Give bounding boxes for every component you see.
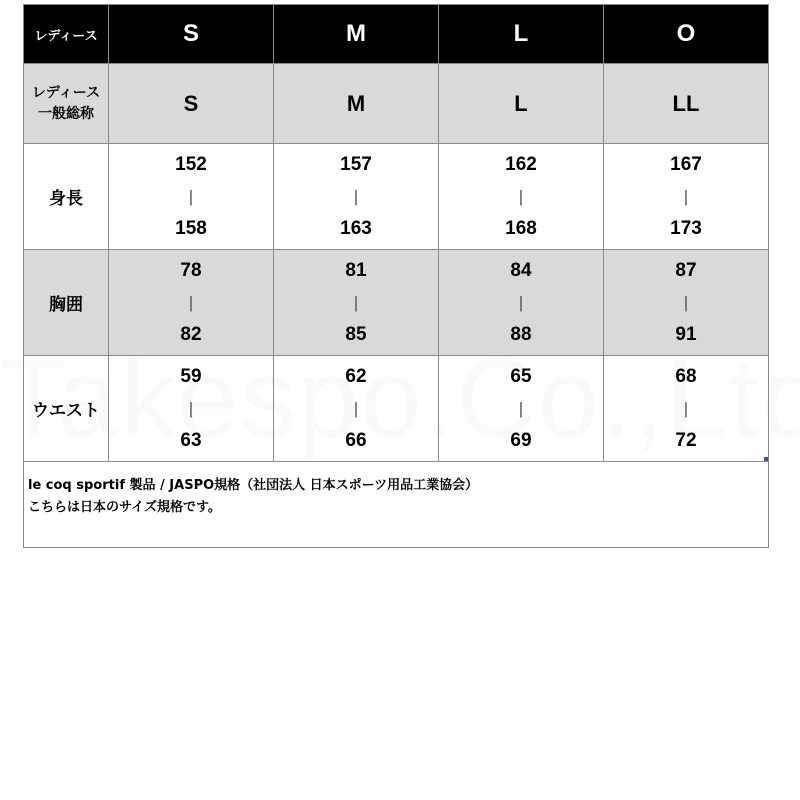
range-min: 157 <box>340 153 372 175</box>
chest-cell-o <box>604 250 769 356</box>
range-separator: | <box>518 186 524 206</box>
range-separator: | <box>353 186 359 206</box>
footer-row <box>24 462 769 548</box>
footer-line2: こちらは日本のサイズ規格です。 <box>28 500 221 515</box>
footer-note <box>24 462 769 548</box>
waist-row <box>24 356 769 462</box>
height-cell-m <box>274 144 439 250</box>
general-label-line2: 一般総称 <box>38 105 94 122</box>
header-size-l: L <box>439 5 604 64</box>
waist-cell-m <box>274 356 439 462</box>
header-size-o: O <box>604 5 769 64</box>
selection-handle <box>764 457 768 461</box>
range-max: 85 <box>345 323 367 345</box>
range-max: 158 <box>175 217 207 239</box>
row-label-height: 身長 <box>24 144 109 250</box>
height-cell-o <box>604 144 769 250</box>
header-row <box>24 5 769 64</box>
range-max: 69 <box>510 429 532 451</box>
range-min: 81 <box>345 259 367 281</box>
row-label-waist: ウエスト <box>24 356 109 462</box>
range-min: 152 <box>175 153 207 175</box>
range-max: 66 <box>345 429 367 451</box>
range-min: 65 <box>510 365 532 387</box>
range-max: 163 <box>340 217 372 239</box>
general-size-l: L <box>439 64 604 144</box>
range-separator: | <box>188 292 194 312</box>
height-cell-l <box>439 144 604 250</box>
range-max: 91 <box>675 323 697 345</box>
chest-cell-m <box>274 250 439 356</box>
header-size-s: S <box>109 5 274 64</box>
range-separator: | <box>353 398 359 418</box>
range-separator: | <box>188 398 194 418</box>
waist-cell-l <box>439 356 604 462</box>
range-separator: | <box>518 292 524 312</box>
range-max: 63 <box>180 429 202 451</box>
range-max: 82 <box>180 323 202 345</box>
general-size-row <box>24 64 769 144</box>
range-min: 84 <box>510 259 532 281</box>
range-separator: | <box>518 398 524 418</box>
general-label-line1: レディース <box>31 84 101 101</box>
range-min: 87 <box>675 259 697 281</box>
range-separator: | <box>683 292 689 312</box>
waist-cell-s <box>109 356 274 462</box>
size-chart-table <box>23 4 769 548</box>
range-min: 59 <box>180 365 202 387</box>
row-label-chest: 胸囲 <box>24 250 109 356</box>
general-size-s: S <box>109 64 274 144</box>
range-separator: | <box>683 186 689 206</box>
chest-cell-s <box>109 250 274 356</box>
header-label: レディース <box>24 5 109 64</box>
general-size-m: M <box>274 64 439 144</box>
range-max: 173 <box>670 217 702 239</box>
general-size-ll: LL <box>604 64 769 144</box>
header-size-m: M <box>274 5 439 64</box>
range-min: 167 <box>670 153 702 175</box>
height-cell-s <box>109 144 274 250</box>
range-separator: | <box>683 398 689 418</box>
footer-line1: le coq sportif 製品 / JASPO規格（社団法人 日本スポーツ用品工業協会） <box>28 478 479 493</box>
chest-cell-l <box>439 250 604 356</box>
range-min: 62 <box>345 365 367 387</box>
waist-cell-o <box>604 356 769 462</box>
range-max: 88 <box>510 323 532 345</box>
range-min: 162 <box>505 153 537 175</box>
range-max: 168 <box>505 217 537 239</box>
chest-row <box>24 250 769 356</box>
height-row <box>24 144 769 250</box>
range-separator: | <box>353 292 359 312</box>
range-min: 78 <box>180 259 202 281</box>
range-max: 72 <box>675 429 697 451</box>
range-min: 68 <box>675 365 697 387</box>
range-separator: | <box>188 186 194 206</box>
general-label <box>24 64 109 144</box>
